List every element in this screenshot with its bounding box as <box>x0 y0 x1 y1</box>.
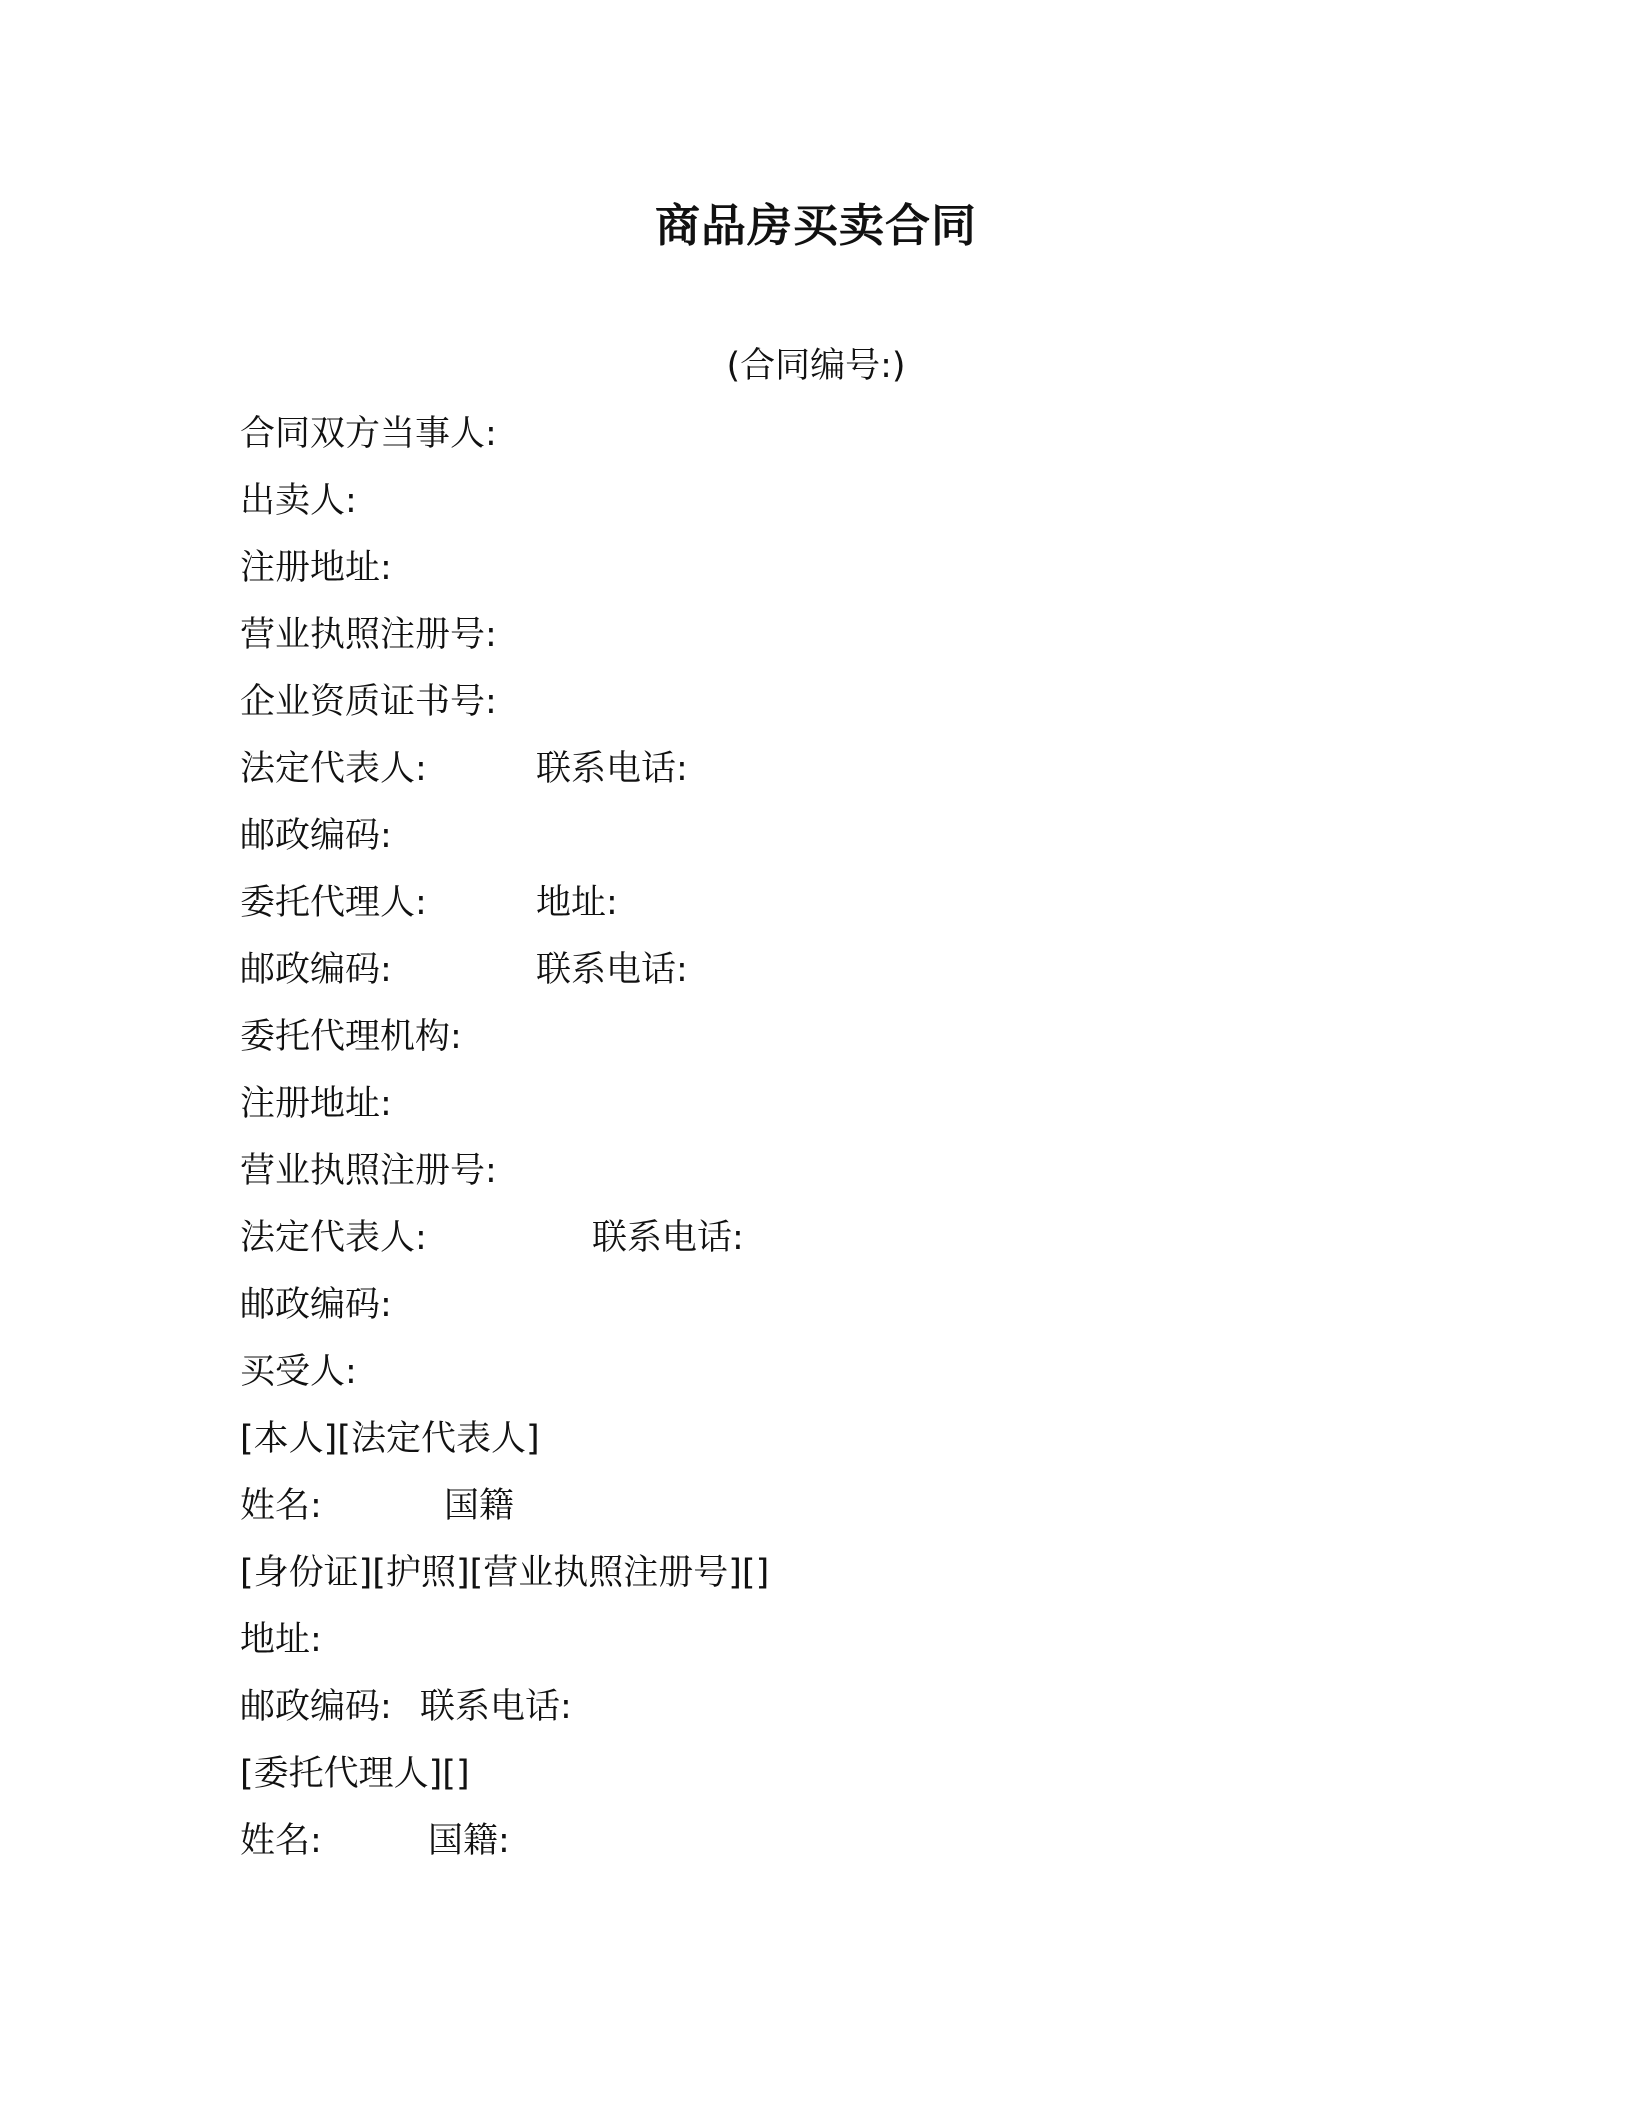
field-line <box>240 1549 1440 1616</box>
seller-address-label: 注册地址: <box>240 548 392 588</box>
field-line <box>240 1750 1440 1817</box>
agency-license-label: 营业执照注册号: <box>240 1151 497 1191</box>
agency-label: 委托代理机构: <box>240 1017 462 1057</box>
field-line <box>240 946 1440 1013</box>
field-line <box>240 879 1440 946</box>
field-line <box>240 1482 1440 1549</box>
buyer-agent-options: [委托代理人][] <box>240 1754 470 1794</box>
field-line <box>240 1147 1440 1214</box>
field-line <box>240 1348 1440 1415</box>
buyer-name-label: 姓名: <box>240 1486 322 1526</box>
agency-legal-rep-label: 法定代表人: <box>240 1218 427 1258</box>
seller-agent-phone-label: 联系电话: <box>536 950 688 990</box>
seller-agent-postcode-label: 邮政编码: <box>240 950 392 990</box>
field-line <box>240 611 1440 678</box>
buyer-phone-label: 联系电话: <box>420 1687 572 1727</box>
parties-label: 合同双方当事人: <box>240 414 497 454</box>
document-title: 商品房买卖合同 <box>654 199 977 252</box>
agency-postcode-label: 邮政编码: <box>240 1285 392 1325</box>
contract-fields <box>240 410 1440 1884</box>
field-line <box>240 1080 1440 1147</box>
field-line <box>240 477 1440 544</box>
agency-address-label: 注册地址: <box>240 1084 392 1124</box>
field-line <box>240 544 1440 611</box>
seller-postcode-label: 邮政编码: <box>240 816 392 856</box>
seller-agent-address-label: 地址: <box>536 883 618 923</box>
field-line <box>240 1683 1440 1750</box>
field-line <box>240 678 1440 745</box>
buyer-address-label: 地址: <box>240 1620 322 1660</box>
agency-legal-rep-phone-label: 联系电话: <box>592 1218 744 1258</box>
field-line <box>240 410 1440 477</box>
field-line <box>240 1616 1440 1683</box>
buyer-agent-name-label: 姓名: <box>240 1821 322 1861</box>
seller-license-label: 营业执照注册号: <box>240 615 497 655</box>
field-line <box>240 812 1440 879</box>
field-line <box>240 1214 1440 1281</box>
seller-label: 出卖人: <box>240 481 357 521</box>
contract-number-label: (合同编号:) <box>726 346 906 386</box>
field-line <box>240 1013 1440 1080</box>
buyer-agent-nationality-label: 国籍: <box>428 1821 510 1861</box>
buyer-identity-options: [本人][法定代表人] <box>240 1419 540 1459</box>
buyer-label: 买受人: <box>240 1352 357 1392</box>
seller-qualification-label: 企业资质证书号: <box>240 682 497 722</box>
field-line <box>240 1817 1440 1884</box>
seller-legal-rep-phone-label: 联系电话: <box>536 749 688 789</box>
buyer-id-type-options: [身份证][护照][营业执照注册号][] <box>240 1553 770 1593</box>
seller-agent-label: 委托代理人: <box>240 883 427 923</box>
buyer-nationality-label: 国籍 <box>444 1486 515 1526</box>
field-line <box>240 1281 1440 1348</box>
field-line <box>240 1415 1440 1482</box>
seller-legal-rep-label: 法定代表人: <box>240 749 427 789</box>
buyer-postcode-label: 邮政编码: <box>240 1687 392 1727</box>
field-line <box>240 745 1440 812</box>
